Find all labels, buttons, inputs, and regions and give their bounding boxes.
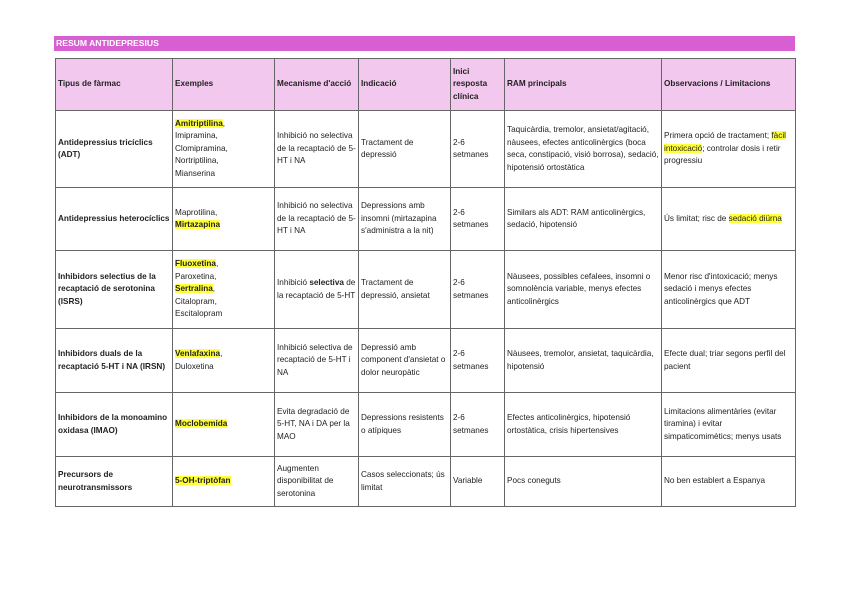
cell-observacions: Ús limitat; risc de sedació diürna	[662, 188, 796, 251]
header-exemples: Exemples	[173, 59, 275, 111]
table-row	[56, 188, 796, 251]
highlighted-drug: Sertralina	[175, 284, 213, 294]
cell-mecanisme: Inhibició no selectiva de la recaptació de 5-HT i NA	[275, 188, 359, 251]
cell-observacions: No ben establert a Espanya	[662, 457, 796, 507]
cell-indicacio: Depressions amb insomni (mirtazapina s'administra a la nit)	[359, 188, 451, 251]
cell-tipus: Precursors de neurotransmissors	[56, 457, 173, 507]
header-indicacio: Indicació	[359, 59, 451, 111]
cell-ram: Efectes anticolinèrgics, hipotensió ortostàtica, crisis hipertensives	[505, 393, 662, 457]
cell-tipus: Inhibidors duals de la recaptació 5-HT i NA (IRSN)	[56, 329, 173, 393]
highlighted-drug: Mirtazapina	[175, 220, 221, 229]
cell-exemples: Fluoxetina, Paroxetina, Sertralina, Citalopram, Escitalopram	[173, 251, 275, 329]
cell-inici: 2-6 setmanes	[451, 251, 505, 329]
cell-tipus: Antidepressius tricíclics (ADT)	[56, 111, 173, 188]
highlighted-drug: Amitriptilina	[175, 118, 223, 128]
antidepressants-table	[55, 58, 796, 507]
highlighted-drug: 5-OH-triptòfan	[175, 476, 231, 486]
header-ram: RAM principals	[505, 59, 662, 111]
header-tipus: Tipus de fàrmac	[56, 59, 173, 111]
header-mecanisme: Mecanisme d'acció	[275, 59, 359, 111]
table-row	[56, 111, 796, 188]
cell-ram: Nàusees, possibles cefalees, insomni o somnolència variable, menys efectes anticolinèrgics	[505, 251, 662, 329]
table-row	[56, 393, 796, 457]
cell-ram: Similars als ADT: RAM anticolinèrgics, sedació, hipotensió	[505, 188, 662, 251]
header-observacions: Observacions / Limitacions	[662, 59, 796, 111]
cell-exemples	[173, 393, 275, 457]
highlighted-drug: Fluoxetina	[175, 259, 216, 269]
cell-inici: 2-6 setmanes	[451, 111, 505, 188]
cell-inici: Variable	[451, 457, 505, 507]
cell-mecanisme: Augmenten disponibilitat de serotonina	[275, 457, 359, 507]
cell-indicacio: Depressions resistents o atípiques	[359, 393, 451, 457]
cell-mecanisme: Inhibició no selectiva de la recaptació de 5-HT i NA	[275, 111, 359, 188]
cell-inici: 2-6 setmanes	[451, 329, 505, 393]
highlighted-note: fàcil intoxicació	[664, 131, 786, 153]
cell-inici: 2-6 setmanes	[451, 393, 505, 457]
cell-indicacio: Casos seleccionats; ús limitat	[359, 457, 451, 507]
cell-tipus: Antidepressius heterocíclics	[56, 188, 173, 251]
cell-exemples: Venlafaxina, Duloxetina	[173, 329, 275, 393]
header-row	[56, 59, 796, 111]
cell-indicacio: Depressió amb component d'ansietat o dolor neuropàtic	[359, 329, 451, 393]
highlighted-drug: Moclobemida	[175, 419, 228, 429]
header-inici: Inici resposta clínica	[451, 59, 505, 111]
cell-inici: 2-6 setmanes	[451, 188, 505, 251]
table-row	[56, 329, 796, 393]
cell-mecanisme: Evita degradació de 5-HT, NA i DA per la MAO	[275, 393, 359, 457]
cell-mecanisme: Inhibició selectiva de recaptació de 5-HT i NA	[275, 329, 359, 393]
cell-ram: Nàusees, tremolor, ansietat, taquicàrdia, hipotensió	[505, 329, 662, 393]
cell-observacions: Menor risc d'intoxicació; menys sedació i menys efectes anticolinèrgics que ADT	[662, 251, 796, 329]
cell-mecanisme: Inhibició selectiva de la recaptació de 5-HT	[275, 251, 359, 329]
cell-exemples: Amitriptilina, Imipramina, Clomipramina, Nortriptilina, Mianserina	[173, 111, 275, 188]
cell-ram: Pocs coneguts	[505, 457, 662, 507]
cell-indicacio: Tractament de depressió	[359, 111, 451, 188]
cell-ram: Taquicàrdia, tremolor, ansietat/agitació, nàusees, efectes anticolinèrgics (boca seca, constipació, visió borrosa), sedació, hipotensió ortostàtica	[505, 111, 662, 188]
cell-tipus: Inhibidors selectius de la recaptació de serotonina (ISRS)	[56, 251, 173, 329]
cell-tipus: Inhibidors de la monoamino oxidasa (IMAO)	[56, 393, 173, 457]
cell-indicacio: Tractament de depressió, ansietat	[359, 251, 451, 329]
highlighted-note: sedació diürna	[728, 213, 782, 223]
cell-exemples	[173, 457, 275, 507]
table-row	[56, 251, 796, 329]
cell-observacions: Primera opció de tractament; fàcil intoxicació; controlar dosis i retir progressiu	[662, 111, 796, 188]
table-title: RESUM ANTIDEPRESIUS	[54, 36, 795, 51]
table-row	[56, 457, 796, 507]
highlighted-drug: Venlafaxina	[175, 349, 221, 358]
cell-exemples: Maprotilina, Mirtazapina	[173, 188, 275, 251]
cell-observacions: Efecte dual; triar segons perfil del pacient	[662, 329, 796, 393]
cell-observacions: Limitacions alimentàries (evitar tiramina) i evitar simpaticomimètics; menys usats	[662, 393, 796, 457]
